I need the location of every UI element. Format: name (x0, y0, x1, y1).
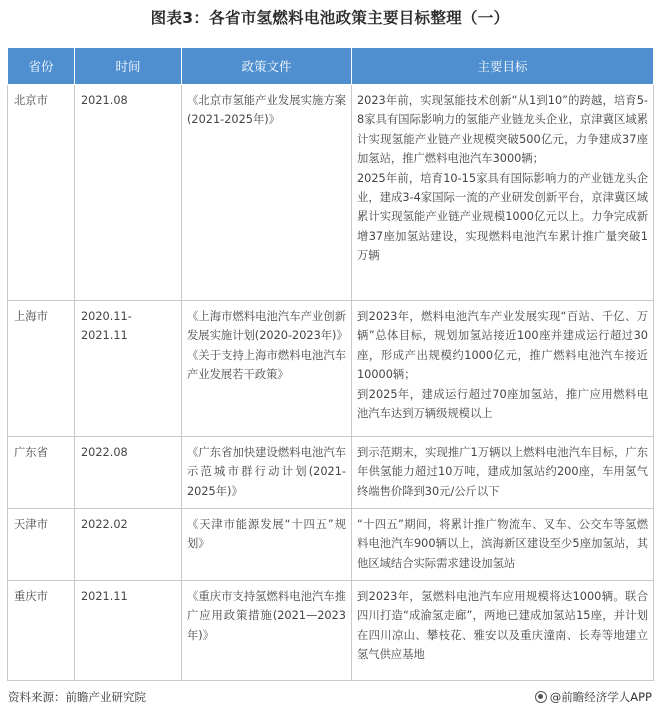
target-text: 到2023年，氢燃料电池汽车应用规模将达1000辆。联合四川打造“成渝氢走廊”，两地已建成加氢站15座，并计划在四川凉山、攀枝花、雅安以及重庆潼南、长寿等地建立氢气供应基地 (357, 590, 648, 662)
cell-policy (182, 301, 352, 437)
policy-text: 《重庆市支持氢燃料电池汽车推广应用政策措施(2021—2023年)》 (187, 590, 346, 642)
cell-policy (182, 437, 352, 509)
source-note: 资料来源：前瞻产业研究院 (8, 690, 146, 704)
chart-title: 图表3：各省市氢燃料电池政策主要目标整理（一） (150, 9, 510, 27)
policy-text: 《广东省加快建设燃料电池汽车示范城市群行动计划(2021-2025年)》 (187, 446, 346, 498)
cell-target (352, 581, 654, 681)
policy-text: 《关于支持上海市燃料电池汽车产业发展若干政策》 (187, 348, 346, 382)
brand-text: @前瞻经济学人APP (549, 690, 652, 704)
cell-time: 2022.08 (75, 437, 182, 509)
cell-time: 2022.02 (75, 509, 182, 581)
table-header-row (8, 48, 654, 85)
policy-text: 《天津市能源发展“十四五”规划》 (187, 518, 346, 551)
cell-province: 天津市 (8, 509, 75, 581)
cell-target (352, 437, 654, 509)
target-text: “十四五”期间，将累计推广物流车、叉车、公交车等氢燃料电池汽车900辆以上，滨海新区建设至少5座加氢站，其他区域结合实际需求建设加氢站 (357, 518, 648, 570)
table-row (8, 437, 654, 509)
cell-province: 北京市 (8, 85, 75, 301)
header-province: 省份 (8, 48, 75, 85)
cell-province: 上海市 (8, 301, 75, 437)
brand-credit (535, 689, 652, 705)
target-text: 到示范期末，实现推广1万辆以上燃料电池汽车目标，广东年供氢能力超过10万吨，建成加氢站约200座，车用氢气终端售价降到30元/公斤以下 (357, 446, 648, 498)
header-target: 主要目标 (352, 48, 654, 85)
cell-target (352, 509, 654, 581)
policy-text: 《上海市燃料电池汽车产业创新发展实施计划(2020-2023年)》 (187, 310, 348, 343)
table-row (8, 581, 654, 681)
header-policy: 政策文件 (182, 48, 352, 85)
brand-logo-icon (535, 691, 547, 703)
target-text: 到2023年，燃料电池汽车产业发展实现“百站、千亿、万辆”总体目标，规划加氢站接近100座并建成运行超过30座，形成产出规模约1000亿元，推广燃料电池汽车接近10000辆； (357, 310, 648, 382)
cell-time: 2020.11-2021.11 (75, 301, 182, 437)
cell-province: 重庆市 (8, 581, 75, 681)
policy-table (7, 47, 654, 681)
table-row (8, 85, 654, 301)
cell-time: 2021.11 (75, 581, 182, 681)
table-row (8, 509, 654, 581)
policy-text: 《北京市氢能产业发展实施方案(2021-2025年)》 (187, 94, 346, 127)
target-text: 2023年前，实现氢能技术创新“从1到10”的跨越，培育5-8家具有国际影响力的氢能产业链龙头企业，京津冀区域累计实现氢能产业链产业规模突破500亿元，力争建成37座加氢站，推广燃料电池汽车3000辆； (357, 94, 648, 166)
cell-province: 广东省 (8, 437, 75, 509)
cell-policy (182, 85, 352, 301)
cell-policy (182, 581, 352, 681)
header-time: 时间 (75, 48, 182, 85)
table-row (8, 301, 654, 437)
target-text: 2025年前，培育10-15家具有国际影响力的产业链龙头企业，建成3-4家国际一流的产业研发创新平台，京津冀区域累计实现氢能产业链产业规模1000亿元以上。力争完成新增37座加氢站建设，实现燃料电池汽车累计推广量突破1万辆 (357, 171, 648, 263)
cell-time: 2021.08 (75, 85, 182, 301)
target-text: 到2025年，建成运行超过70座加氢站，推广应用燃料电池汽车达到万辆级规模以上 (357, 387, 648, 421)
cell-policy (182, 509, 352, 581)
cell-target (352, 85, 654, 301)
cell-target (352, 301, 654, 437)
